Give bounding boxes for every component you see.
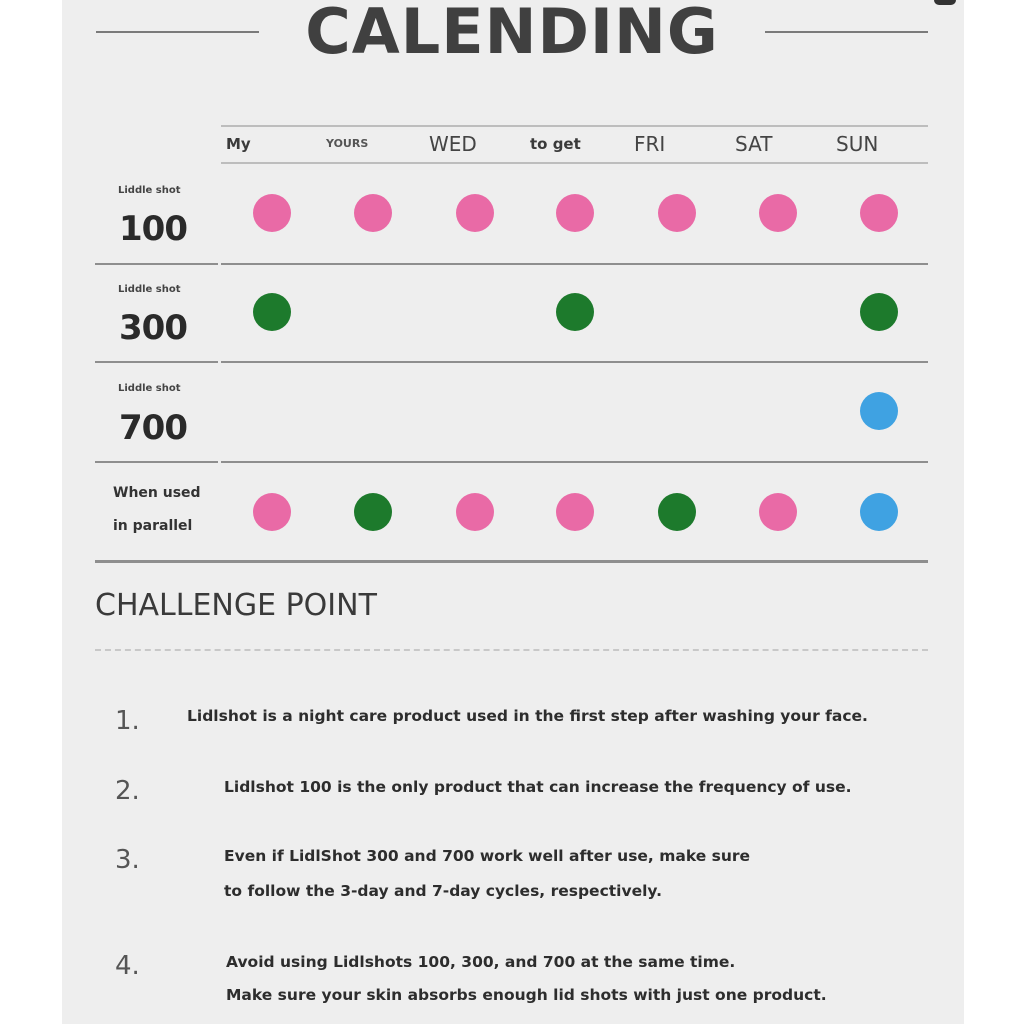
- green-dot: [354, 493, 392, 531]
- pink-dot: [759, 194, 797, 232]
- pink-dot: [253, 194, 291, 232]
- pink-dot: [759, 493, 797, 531]
- pink-dot: [253, 493, 291, 531]
- point-number-4: 4.: [115, 951, 140, 981]
- day-header-4: to get: [530, 135, 581, 153]
- day-header-3: WED: [429, 132, 477, 156]
- row-separator: [95, 361, 218, 363]
- green-dot: [860, 293, 898, 331]
- row-separator: [95, 461, 218, 463]
- header-rule: [221, 162, 928, 164]
- challenge-title: CHALLENGE POINT: [95, 588, 377, 623]
- green-dot: [658, 493, 696, 531]
- point-text-4a: Avoid using Lidlshots 100, 300, and 700 at the same time.: [226, 953, 736, 971]
- pink-dot: [354, 194, 392, 232]
- point-text-1: Lidlshot is a night care product used in the first step after washing your face.: [187, 707, 868, 725]
- pink-dot: [556, 194, 594, 232]
- point-text-2: Lidlshot 100 is the only product that can increase the frequency of use.: [224, 778, 852, 796]
- point-text-4b: Make sure your skin absorbs enough lid shots with just one product.: [226, 986, 827, 1004]
- day-header-7: SUN: [836, 132, 879, 156]
- title-rule-right: [765, 31, 928, 33]
- point-text-3b: to follow the 3-day and 7-day cycles, respectively.: [224, 882, 662, 900]
- green-dot: [253, 293, 291, 331]
- pink-dot: [456, 194, 494, 232]
- header-rule: [221, 125, 928, 127]
- row-separator: [221, 461, 928, 463]
- point-number-3: 3.: [115, 845, 140, 875]
- row-label-small: Liddle shot: [118, 284, 181, 295]
- row-label-parallel-1: When used: [113, 485, 201, 501]
- day-header-5: FRI: [634, 132, 666, 156]
- row-label-parallel-2: in parallel: [113, 518, 193, 534]
- pink-dot: [658, 194, 696, 232]
- row-separator: [95, 263, 218, 265]
- green-dot: [556, 293, 594, 331]
- point-text-3a: Even if LidlShot 300 and 700 work well after use, make sure: [224, 847, 751, 865]
- table-bottom-rule: [95, 560, 928, 563]
- pink-dot: [456, 493, 494, 531]
- row-label-700: 700: [119, 408, 187, 448]
- row-separator: [221, 263, 928, 265]
- row-separator: [221, 361, 928, 363]
- pink-dot: [860, 194, 898, 232]
- day-header-6: SAT: [735, 132, 773, 156]
- blue-dot: [860, 392, 898, 430]
- row-label-small: Liddle shot: [118, 185, 181, 196]
- pink-dot: [556, 493, 594, 531]
- dashed-divider: [95, 649, 928, 651]
- blue-dot: [860, 493, 898, 531]
- page-panel: [62, 0, 964, 1024]
- row-label-300: 300: [119, 308, 187, 348]
- page-title: CALENDING: [305, 0, 719, 68]
- day-header-2: YOURS: [326, 137, 369, 150]
- point-number-2: 2.: [115, 776, 140, 806]
- point-number-1: 1.: [115, 706, 140, 736]
- day-header-1: My: [226, 135, 251, 153]
- row-label-100: 100: [119, 209, 187, 249]
- row-label-small: Liddle shot: [118, 383, 181, 394]
